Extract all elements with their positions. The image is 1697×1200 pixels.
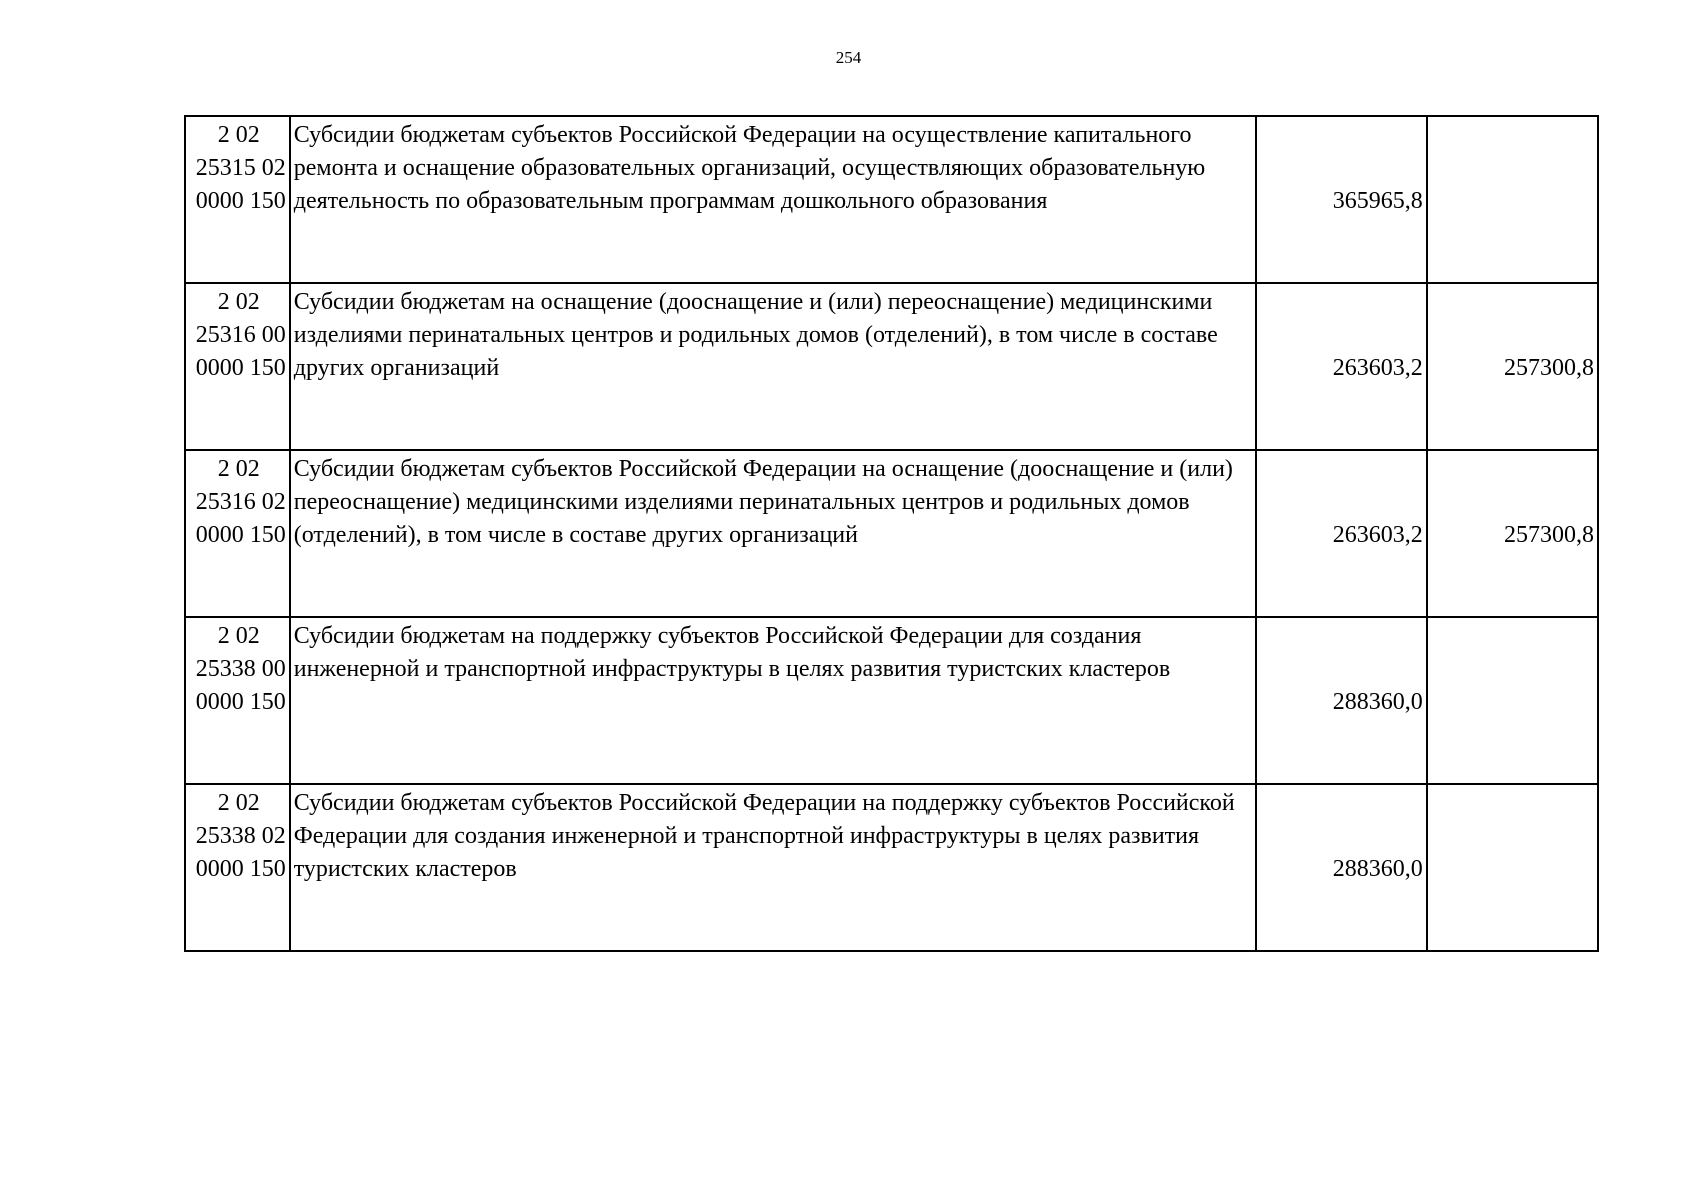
- budget-code-line: 0000 150: [195, 188, 286, 214]
- budget-code-line: 2 02: [217, 122, 260, 148]
- table-row: [185, 116, 1598, 283]
- budget-table: [184, 115, 1599, 952]
- budget-code-line: 25338 00: [195, 656, 286, 682]
- budget-code-line: 2 02: [217, 623, 260, 649]
- amount-value: 257300,8: [1504, 522, 1594, 548]
- description-cell: Субсидии бюджетам субъектов Российской Федерации на оснащение (дооснащение и (или) переоснащение) медицинскими изделиями перинатальных центров и родильных домов (отделений), в том числе в составе других организаций: [290, 450, 1256, 617]
- table-row: [185, 784, 1598, 951]
- value-cell-1: [1256, 116, 1427, 283]
- budget-code-cell: [185, 617, 290, 784]
- table-row: [185, 283, 1598, 450]
- value-cell-1: [1256, 784, 1427, 951]
- description-cell: Субсидии бюджетам на оснащение (дооснащение и (или) переоснащение) медицинскими изделиями перинатальных центров и родильных домов (отделений), в том числе в составе других организаций: [290, 283, 1256, 450]
- budget-code-cell: [185, 116, 290, 283]
- amount-value: 365965,8: [1332, 188, 1423, 214]
- budget-code-line: 25315 02: [195, 155, 286, 181]
- value-cell-1: [1256, 283, 1427, 450]
- amount-value: 288360,0: [1332, 689, 1423, 715]
- value-cell-2: [1427, 784, 1598, 951]
- value-cell-2: [1427, 617, 1598, 784]
- budget-code-cell: [185, 784, 290, 951]
- budget-code-line: 2 02: [217, 289, 260, 315]
- budget-code-cell: [185, 283, 290, 450]
- amount-value: 263603,2: [1332, 355, 1423, 381]
- budget-code-line: 0000 150: [195, 522, 286, 548]
- amount-value: 257300,8: [1504, 355, 1594, 381]
- budget-code-line: 0000 150: [195, 856, 286, 882]
- amount-value: 288360,0: [1332, 856, 1423, 882]
- value-cell-1: [1256, 617, 1427, 784]
- budget-code-line: 25316 00: [195, 322, 286, 348]
- value-cell-2: [1427, 450, 1598, 617]
- budget-code-line: 0000 150: [195, 689, 286, 715]
- budget-code-line: 2 02: [217, 456, 260, 482]
- table-row: [185, 450, 1598, 617]
- value-cell-1: [1256, 450, 1427, 617]
- description-cell: Субсидии бюджетам субъектов Российской Федерации на поддержку субъектов Российской Федерации для создания инженерной и транспортной инфраструктуры в целях развития туристских кластеров: [290, 784, 1256, 951]
- budget-code-cell: [185, 450, 290, 617]
- budget-code-line: 25338 02: [195, 823, 286, 849]
- budget-code-line: 25316 02: [195, 489, 286, 515]
- table-row: [185, 617, 1598, 784]
- description-cell: Субсидии бюджетам субъектов Российской Федерации на осуществление капитального ремонта и оснащение образовательных организаций, осуществляющих образовательную деятельность по образовательным программам дошкольного образования: [290, 116, 1256, 283]
- budget-code-line: 2 02: [217, 790, 260, 816]
- page-number: 254: [835, 48, 862, 67]
- description-cell: Субсидии бюджетам на поддержку субъектов Российской Федерации для создания инженерной и транспортной инфраструктуры в целях развития туристских кластеров: [290, 617, 1256, 784]
- value-cell-2: [1427, 283, 1598, 450]
- budget-code-line: 0000 150: [195, 355, 286, 381]
- amount-value: 263603,2: [1332, 522, 1423, 548]
- value-cell-2: [1427, 116, 1598, 283]
